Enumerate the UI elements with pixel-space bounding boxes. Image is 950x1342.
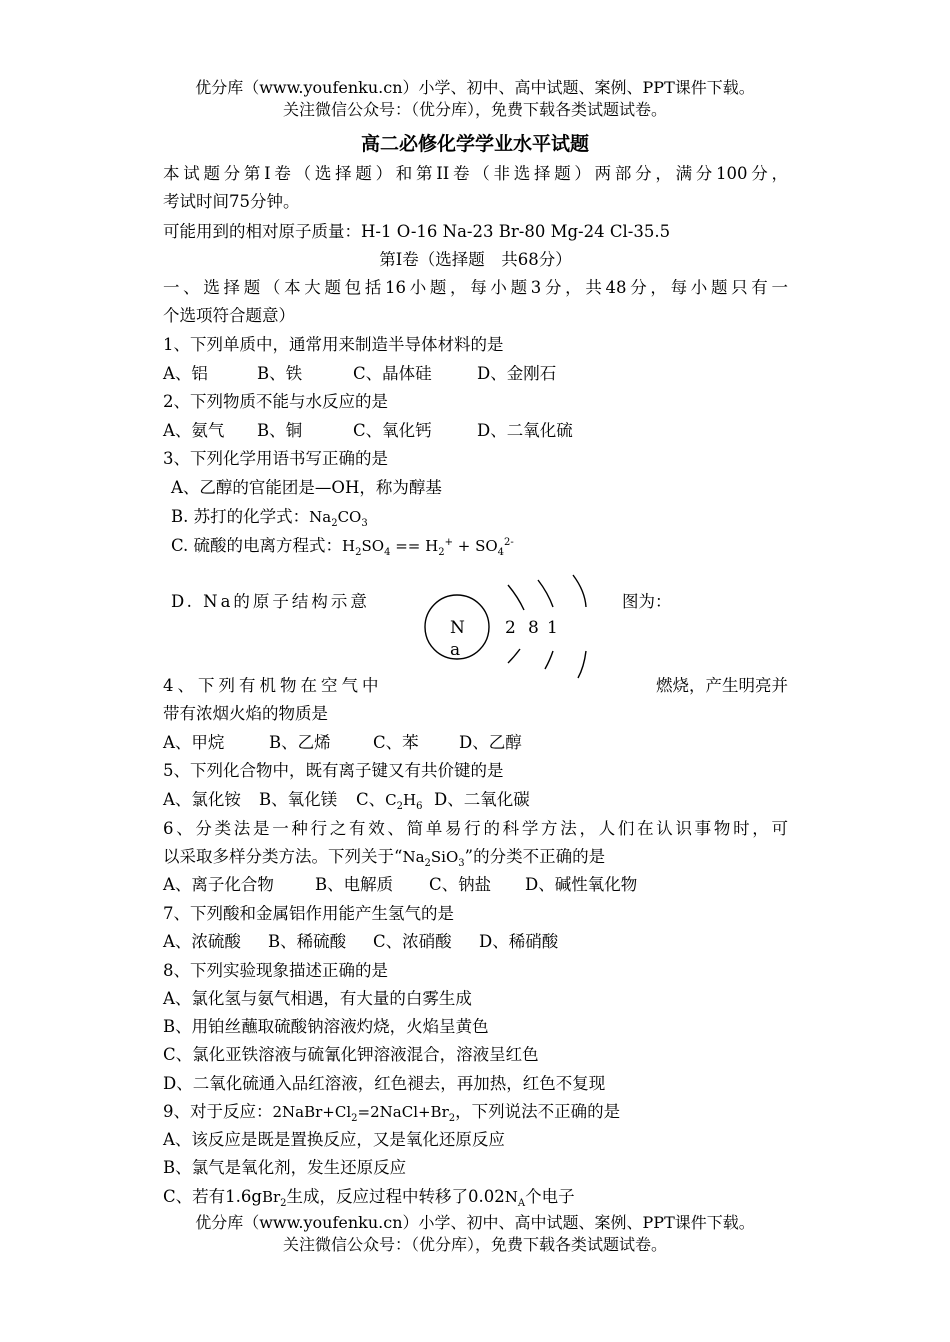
q1-option-c: C、晶体硅: [353, 364, 432, 383]
section1-line-1: 一、选择题（本大题包括16小题，每小题3分，共48分，每小题只有一: [163, 278, 788, 297]
section1-line-2: 个选项符合题意）: [163, 306, 295, 325]
q7-options: [163, 930, 788, 954]
intro-line-2: 考试时间75分钟。: [163, 192, 300, 211]
q6-line-2: [163, 845, 788, 869]
q8-option-a: A、氯化氢与氨气相遇，有大量的白雾生成: [163, 989, 472, 1008]
q6-option-b: B、电解质: [315, 875, 394, 894]
footer-line-2: 关注微信公众号：（优分库），免费下载各类试题试卷。: [282, 1235, 667, 1254]
q5-stem: 5、下列化合物中，既有离子键又有共价键的是: [163, 761, 504, 780]
formula-na2co3: $Na_2CO_3$: [309, 508, 368, 529]
q5-option-c: [356, 788, 434, 812]
header-line-2: 关注微信公众号：（优分库），免费下载各类试题试卷。: [282, 100, 667, 119]
q7-option-d: D、稀硝酸: [479, 932, 559, 951]
footer-line-1: 优分库（www.youfenku.cn）小学、初中、高中试题、案例、PPT课件下载。: [195, 1213, 755, 1232]
q1-option-d: D、金刚石: [477, 364, 557, 383]
avogadro-symbol: $N_A$: [504, 1188, 526, 1209]
formula-br2: $Br_2$: [261, 1188, 287, 1209]
q5-option-d: D、二氧化碳: [434, 790, 530, 809]
q3-option-c: [171, 534, 796, 558]
q9-stem: [163, 1100, 788, 1124]
shell-2-arc-bottom: [545, 651, 553, 669]
q7-stem: 7、下列酸和金属铝作用能产生氢气的是: [163, 904, 454, 923]
q4-stem-right: 燃烧，产生明亮并: [656, 676, 788, 695]
q2-option-b: B、铜: [257, 421, 303, 440]
q4-stem-2: 带有浓烟火焰的物质是: [163, 704, 328, 723]
formula-na2sio3: $Na_2SiO_3$: [402, 848, 465, 869]
q9-option-c-suffix: 个电子: [525, 1187, 575, 1206]
q3-option-d-label: D. Na的原子结构示意: [171, 592, 370, 611]
q3-option-b-label: B. 苏打的化学式：: [171, 507, 310, 526]
na-atom-structure-diagram: [420, 565, 610, 680]
q4-option-c: C、苯: [373, 733, 419, 752]
header-line-1: 优分库（www.youfenku.cn）小学、初中、高中试题、案例、PPT课件下载。: [195, 78, 755, 97]
formula-c2h6: $C_2H_6$: [385, 791, 423, 812]
q3-option-b: [171, 505, 796, 529]
q9-option-c-mid: 生成，反应过程中转移了0.02: [286, 1187, 505, 1206]
q9-option-b: B、氯气是氧化剂，发生还原反应: [163, 1158, 407, 1177]
q7-option-c: C、浓硝酸: [373, 932, 452, 951]
q8-option-c: C、氯化亚铁溶液与硫氰化钾溶液混合，溶液呈红色: [163, 1045, 539, 1064]
q1-options: [163, 362, 788, 386]
q2-option-a: A、氨气: [163, 421, 225, 440]
q3-option-a: A、乙醇的官能团是—OH，称为醇基: [171, 478, 442, 497]
q9-option-c: [163, 1185, 788, 1209]
q4-stem-left: 4、下列有机物在空气中: [163, 676, 383, 695]
q5-option-b: B、氧化镁: [259, 790, 338, 809]
q3-option-c-label: C. 硫酸的电离方程式：: [171, 536, 343, 555]
q6-line-2-prefix: 以采取多样分类方法。下列关于“: [163, 847, 403, 866]
nucleus-label-bottom: a: [450, 640, 461, 660]
page-title: 高二必修化学学业水平试题: [360, 133, 589, 155]
q7-option-b: B、稀硫酸: [268, 932, 347, 951]
q6-options: [163, 873, 788, 897]
q1-stem: 1、下列单质中，通常用来制造半导体材料的是: [163, 335, 504, 354]
q3-option-d-suffix: 图为：: [622, 592, 672, 611]
q6-option-a: A、离子化合物: [163, 875, 274, 894]
q8-option-d: D、二氧化硫通入品红溶液，红色褪去，再加热，红色不复现: [163, 1074, 606, 1093]
nucleus-label-top: N: [450, 618, 465, 638]
formula-h2so4-ionization: $H_2SO_4 == H_2^+ + SO_4^{2-}$: [342, 537, 514, 558]
q2-option-d: D、二氧化硫: [477, 421, 573, 440]
q2-stem: 2、下列物质不能与水反应的是: [163, 392, 388, 411]
q4-option-b: B、乙烯: [269, 733, 331, 752]
shell-1-arc-top: [508, 585, 524, 610]
shell-3-electrons: 1: [547, 618, 558, 638]
q9-stem-prefix: 9、对于反应：: [163, 1102, 273, 1121]
shell-1-electrons: 2: [505, 618, 516, 638]
q6-option-c: C、钠盐: [429, 875, 492, 894]
q4-options: [163, 731, 788, 755]
shell-2-electrons: 8: [528, 618, 539, 638]
q2-option-c: C、氧化钙: [353, 421, 432, 440]
q9-stem-suffix: ，下列说法不正确的是: [455, 1102, 621, 1121]
shell-3-arc-bottom: [578, 651, 586, 678]
q1-option-b: B、铁: [257, 364, 303, 383]
atomic-masses: 可能用到的相对原子质量：H-1 O-16 Na-23 Br-80 Mg-24 Cl-35.5: [163, 222, 671, 241]
shell-1-arc-bottom: [508, 649, 520, 663]
q9-option-a: A、该反应是既是置换反应，又是氧化还原反应: [163, 1130, 505, 1149]
q5-options: [163, 788, 788, 812]
q6-line-2-suffix: ”的分类不正确的是: [464, 847, 606, 866]
q7-option-a: A、浓硫酸: [163, 932, 241, 951]
q6-line-1: 6、分类法是一种行之有效、简单易行的科学方法，人们在认识事物时，可: [163, 819, 788, 838]
q1-option-a: A、铝: [163, 364, 208, 383]
q9-option-c-prefix: C、若有1.6g: [163, 1187, 262, 1206]
q6-option-d: D、碱性氧化物: [525, 875, 638, 894]
shell-3-arc-top: [573, 575, 586, 607]
shell-2-arc-top: [538, 580, 553, 607]
q3-stem: 3、下列化学用语书写正确的是: [163, 449, 388, 468]
q2-options: [163, 419, 788, 443]
formula-nabr-reaction: $2NaBr+Cl_2=2NaCl+Br_2$: [272, 1103, 456, 1124]
q4-option-a: A、甲烷: [163, 733, 225, 752]
intro-line-1: 本试题分第Ⅰ卷（选择题）和第II卷（非选择题）两部分，满分100分，: [163, 164, 788, 183]
q5-option-c-label: C、: [356, 790, 386, 809]
q5-option-a: A、氯化铵: [163, 790, 241, 809]
part1-heading: 第Ⅰ卷（选择题 共68分）: [379, 250, 572, 269]
q8-option-b: B、用铂丝蘸取硫酸钠溶液灼烧，火焰呈黄色: [163, 1017, 489, 1036]
q4-option-d: D、乙醇: [459, 733, 522, 752]
q8-stem: 8、下列实验现象描述正确的是: [163, 961, 388, 980]
